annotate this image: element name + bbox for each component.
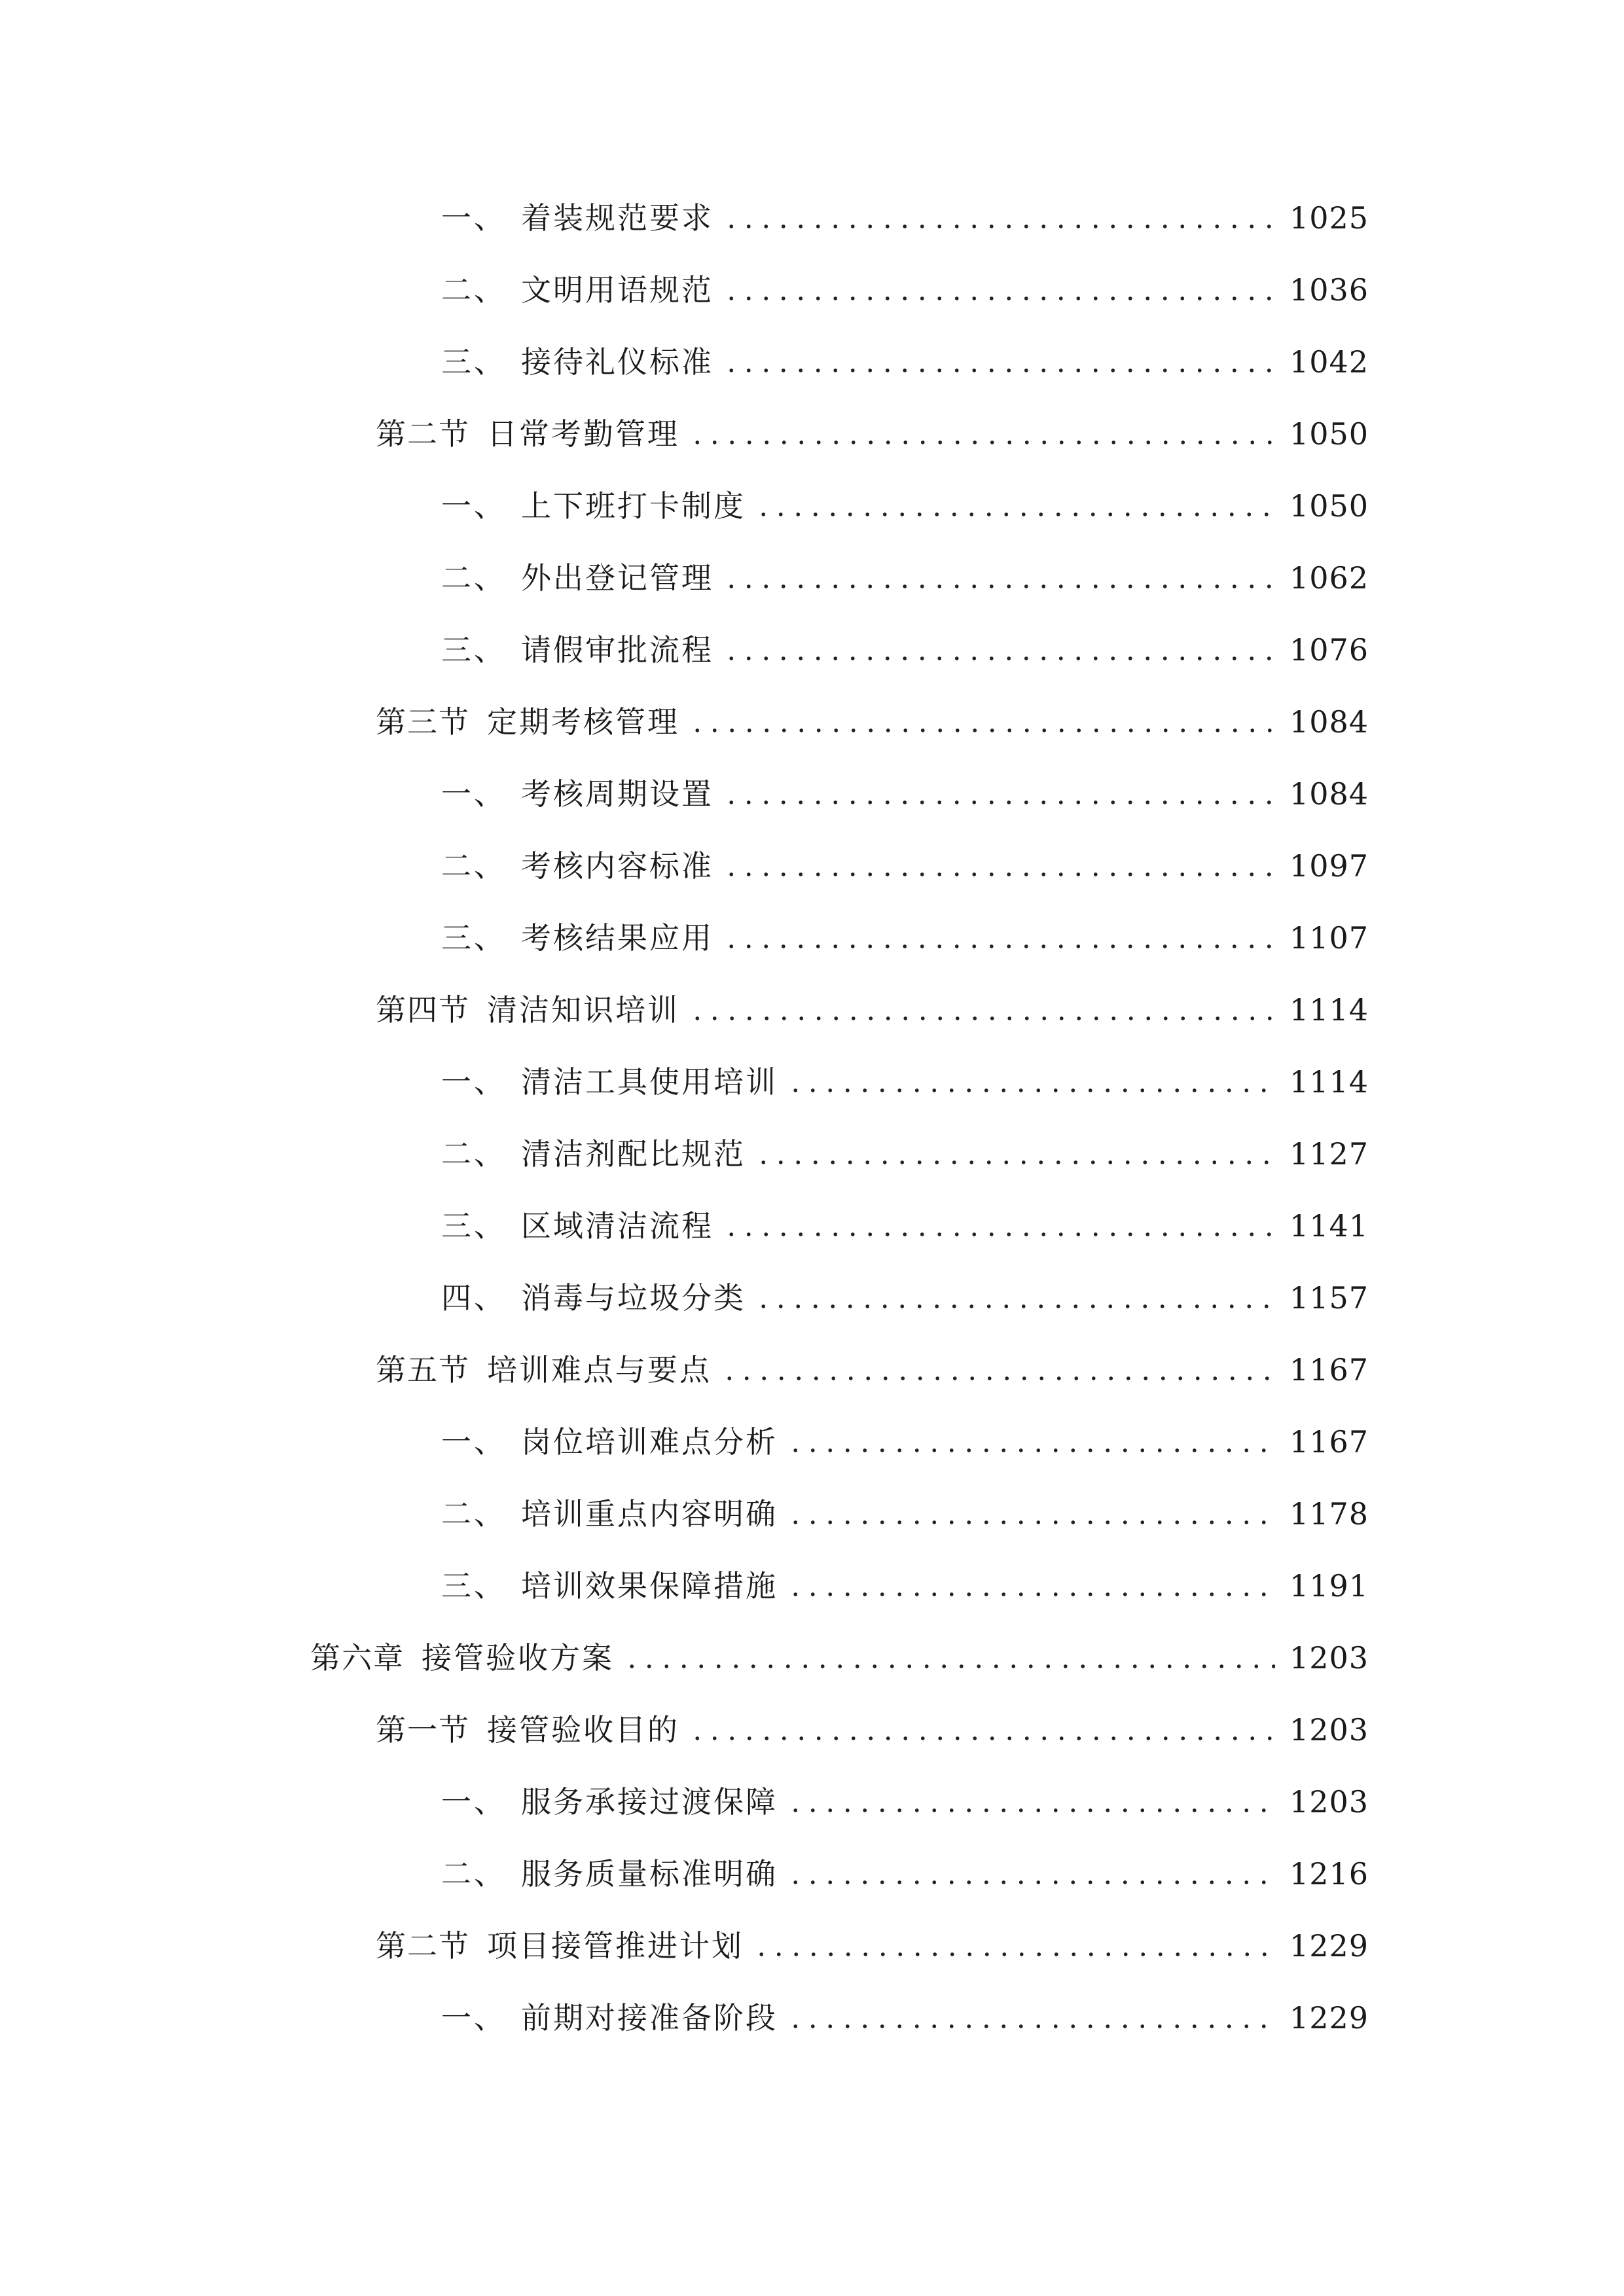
toc-dot-leader: [787, 1848, 1275, 1900]
toc-entry-number: 第一节: [376, 1712, 470, 1748]
toc-entry-title: 上下班打卡制度: [521, 488, 746, 524]
toc-entry-number: 二、: [441, 1496, 507, 1532]
toc-entry-page: 1127: [1289, 1136, 1369, 1172]
toc-entry-title: 清洁工具使用培训: [521, 1064, 778, 1100]
toc-entry-number: 四、: [441, 1280, 507, 1316]
toc-entry[interactable]: [376, 984, 1369, 1036]
toc-entry-number: 第五节: [376, 1352, 470, 1388]
toc-entry-number: 三、: [441, 1568, 507, 1604]
toc-entry-page: 1229: [1289, 2000, 1369, 2036]
toc-entry-title: 文明用语规范: [521, 272, 713, 308]
toc-entry-page: 1042: [1289, 344, 1369, 380]
toc-entry[interactable]: [441, 1272, 1369, 1324]
toc-dot-leader: [689, 984, 1275, 1036]
toc-dot-leader: [755, 480, 1275, 532]
toc-entry-number: 二、: [441, 272, 507, 308]
toc-entry[interactable]: [441, 1848, 1369, 1900]
toc-entry-title: 前期对接准备阶段: [521, 2000, 778, 2036]
toc-entry-page: 1141: [1289, 1208, 1369, 1244]
toc-entry-number: 一、: [441, 488, 507, 524]
toc-dot-leader: [787, 1416, 1275, 1468]
toc-entry-title: 服务质量标准明确: [521, 1856, 778, 1892]
toc-entry-number: 二、: [441, 560, 507, 596]
toc-entry-title: 定期考核管理: [487, 704, 679, 740]
toc-entry-number: 一、: [441, 1424, 507, 1460]
toc-entry[interactable]: [376, 696, 1369, 748]
toc-dot-leader: [623, 1632, 1275, 1684]
toc-dot-leader: [787, 1992, 1275, 2044]
toc-dot-leader: [723, 336, 1275, 388]
toc-entry-title: 接管验收目的: [487, 1712, 679, 1748]
toc-dot-leader: [753, 1920, 1275, 1972]
toc-entry-page: 1114: [1289, 1064, 1369, 1100]
toc-entry-title: 项目接管推进计划: [487, 1928, 744, 1964]
toc-entry-number: 三、: [441, 1208, 507, 1244]
toc-entry-number: 三、: [441, 632, 507, 668]
toc-entry-page: 1216: [1289, 1856, 1369, 1892]
toc-dot-leader: [723, 912, 1275, 964]
toc-entry[interactable]: [441, 192, 1369, 244]
toc-entry[interactable]: [441, 1056, 1369, 1108]
toc-entry-number: 一、: [441, 1784, 507, 1820]
toc-dot-leader: [787, 1776, 1275, 1828]
toc-entry[interactable]: [441, 480, 1369, 532]
toc-dot-leader: [689, 1704, 1275, 1756]
toc-dot-leader: [787, 1488, 1275, 1540]
toc-entry-page: 1167: [1289, 1352, 1369, 1388]
toc-entry-title: 岗位培训难点分析: [521, 1424, 778, 1460]
toc-entry-title: 清洁知识培训: [487, 992, 679, 1028]
toc-entry[interactable]: [310, 1632, 1369, 1684]
toc-entry-page: 1157: [1289, 1280, 1369, 1316]
toc-entry-page: 1203: [1289, 1712, 1369, 1748]
toc-dot-leader: [689, 408, 1275, 460]
toc-entry-page: 1203: [1289, 1640, 1369, 1676]
toc-entry-page: 1229: [1289, 1928, 1369, 1964]
toc-entry-title: 消毒与垃圾分类: [521, 1280, 746, 1316]
toc-dot-leader: [755, 1128, 1275, 1180]
toc-entry[interactable]: [441, 840, 1369, 892]
toc-entry-number: 一、: [441, 1064, 507, 1100]
toc-entry-title: 考核结果应用: [521, 920, 713, 956]
toc-entry-number: 第二节: [376, 1928, 470, 1964]
toc-entry-number: 第四节: [376, 992, 470, 1028]
toc-entry[interactable]: [376, 1344, 1369, 1396]
toc-entry[interactable]: [376, 1920, 1369, 1972]
toc-entry[interactable]: [441, 1776, 1369, 1828]
toc-entry-number: 二、: [441, 848, 507, 884]
toc-entry-number: 三、: [441, 344, 507, 380]
toc-entry-title: 区域清洁流程: [521, 1208, 713, 1244]
toc-entry-title: 清洁剂配比规范: [521, 1136, 746, 1172]
toc-entry-page: 1036: [1289, 272, 1369, 308]
toc-dot-leader: [787, 1056, 1275, 1108]
toc-entry-number: 一、: [441, 776, 507, 812]
toc-entry-page: 1050: [1289, 416, 1369, 452]
toc-entry-page: 1178: [1289, 1496, 1369, 1532]
toc-entry[interactable]: [376, 1704, 1369, 1756]
toc-entry-title: 考核周期设置: [521, 776, 713, 812]
toc-entry-title: 培训难点与要点: [487, 1352, 712, 1388]
toc-entry-page: 1062: [1289, 560, 1369, 596]
toc-entry-number: 第三节: [376, 704, 470, 740]
toc-entry-page: 1097: [1289, 848, 1369, 884]
toc-entry-page: 1025: [1289, 200, 1369, 236]
toc-entry-number: 第二节: [376, 416, 470, 452]
toc-dot-leader: [723, 840, 1275, 892]
toc-dot-leader: [755, 1272, 1275, 1324]
toc-entry[interactable]: [441, 264, 1369, 316]
toc-entry[interactable]: [441, 912, 1369, 964]
toc-dot-leader: [723, 264, 1275, 316]
toc-entry[interactable]: [441, 1128, 1369, 1180]
toc-entry-title: 服务承接过渡保障: [521, 1784, 778, 1820]
toc-dot-leader: [721, 1344, 1275, 1396]
toc-entry-title: 请假审批流程: [521, 632, 713, 668]
toc-entry[interactable]: [441, 1416, 1369, 1468]
toc-entry[interactable]: [441, 1992, 1369, 2044]
toc-entry-page: 1107: [1289, 920, 1369, 956]
toc-entry-page: 1084: [1289, 776, 1369, 812]
toc-entry-title: 考核内容标准: [521, 848, 713, 884]
toc-entry-title: 接待礼仪标准: [521, 344, 713, 380]
toc-entry[interactable]: [441, 768, 1369, 820]
toc-entry-title: 日常考勤管理: [487, 416, 679, 452]
toc-entry-page: 1167: [1289, 1424, 1369, 1460]
toc-entry[interactable]: [441, 552, 1369, 604]
toc-entry[interactable]: [441, 1560, 1369, 1612]
toc-entry[interactable]: [441, 624, 1369, 676]
toc-dot-leader: [723, 768, 1275, 820]
toc-entry-number: 一、: [441, 200, 507, 236]
toc-entry-title: 着装规范要求: [521, 200, 713, 236]
toc-entry-page: 1076: [1289, 632, 1369, 668]
toc-entry-page: 1203: [1289, 1784, 1369, 1820]
toc-entry-number: 第六章: [310, 1640, 405, 1676]
toc-entry[interactable]: [441, 1488, 1369, 1540]
toc-entry-page: 1084: [1289, 704, 1369, 740]
toc-dot-leader: [723, 552, 1275, 604]
toc-entry[interactable]: [376, 408, 1369, 460]
toc-entry-title: 外出登记管理: [521, 560, 713, 596]
toc-entry-title: 接管验收方案: [422, 1640, 614, 1676]
toc-dot-leader: [723, 192, 1275, 244]
toc-entry-title: 培训效果保障措施: [521, 1568, 778, 1604]
toc-dot-leader: [689, 696, 1275, 748]
toc-entry[interactable]: [441, 336, 1369, 388]
toc-entry-title: 培训重点内容明确: [521, 1496, 778, 1532]
toc-dot-leader: [787, 1560, 1275, 1612]
toc-dot-leader: [723, 624, 1275, 676]
toc-entry-number: 一、: [441, 2000, 507, 2036]
toc-entry-page: 1191: [1289, 1568, 1369, 1604]
toc-entry-page: 1114: [1289, 992, 1369, 1028]
toc-dot-leader: [723, 1200, 1275, 1252]
toc-entry-page: 1050: [1289, 488, 1369, 524]
toc-entry[interactable]: [441, 1200, 1369, 1252]
toc-entry-number: 二、: [441, 1136, 507, 1172]
toc-entry-number: 三、: [441, 920, 507, 956]
toc-entry-number: 二、: [441, 1856, 507, 1892]
